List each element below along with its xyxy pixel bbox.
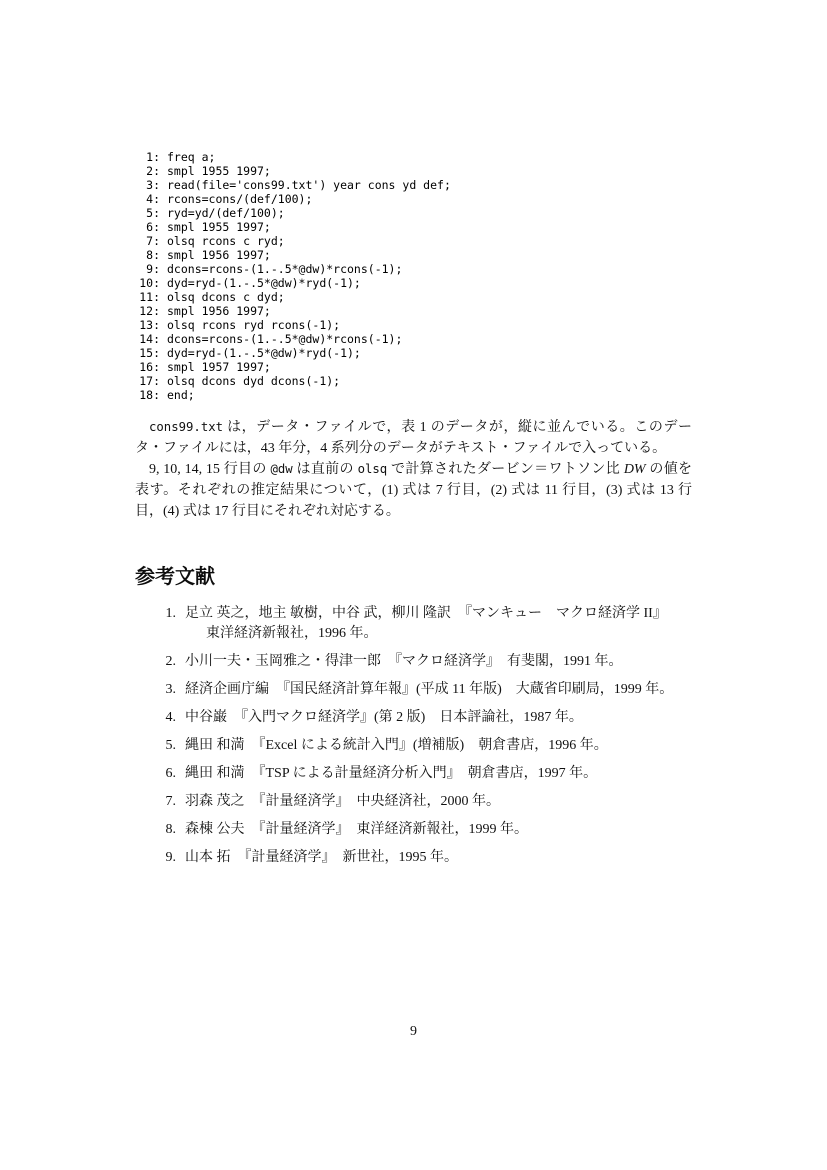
reference-text [185, 680, 692, 700]
reference-text [185, 652, 692, 672]
code-text: olsq rcons c ryd; [167, 234, 285, 248]
reference-text [185, 604, 692, 644]
text-run: 9, 10, 14, 15 行目の [149, 462, 271, 477]
reference-line: 山本 拓 『計量経済学』 新世社，1995 年。 [185, 850, 458, 865]
code-text: dcons=rcons-(1.-.5*@dw)*rcons(-1); [167, 332, 403, 346]
reference-line: 縄田 和満 『Excel による統計入門』(増補版) 朝倉書店，1996 年。 [185, 738, 608, 753]
reference-item [135, 736, 692, 756]
reference-line: 縄田 和満 『TSP による計量経済分析入門』 朝倉書店，1997 年。 [185, 766, 598, 781]
reference-number: 2. [165, 654, 176, 669]
inline-code: cons99.txt [149, 420, 224, 434]
references-list [135, 604, 692, 868]
reference-number: 6. [165, 766, 176, 781]
reference-line: 森棟 公夫 『計量経済学』 東洋経済新報社，1999 年。 [185, 822, 528, 837]
code-line [135, 318, 692, 332]
reference-line: 東洋経済新報社，1996 年。 [206, 626, 378, 641]
code-line [135, 220, 692, 234]
line-number: 6: [146, 220, 160, 234]
code-line [135, 164, 692, 178]
line-number: 11: [139, 290, 160, 304]
code-text: smpl 1956 1997; [167, 248, 271, 262]
reference-text [185, 736, 692, 756]
code-text: dcons=rcons-(1.-.5*@dw)*rcons(-1); [167, 262, 403, 276]
reference-line: 小川一夫・玉岡雅之・得津一郎 『マクロ経済学』 有斐閣，1991 年。 [185, 654, 623, 669]
line-number: 2: [146, 164, 160, 178]
reference-line: 中谷巌 『入門マクロ経済学』(第 2 版) 日本評論社，1987 年。 [185, 710, 583, 725]
code-text: smpl 1955 1997; [167, 164, 271, 178]
reference-line: 経済企画庁編 『国民経済計算年報』(平成 11 年版) 大蔵省印刷局，1999 年。 [185, 682, 674, 697]
reference-item [135, 792, 692, 812]
reference-item [135, 604, 692, 644]
code-line [135, 234, 692, 248]
line-number: 14: [139, 332, 160, 346]
reference-number: 5. [165, 738, 176, 753]
code-line [135, 262, 692, 276]
reference-text [185, 708, 692, 728]
reference-number: 4. [165, 710, 176, 725]
code-text: olsq dcons c dyd; [167, 290, 285, 304]
code-line [135, 290, 692, 304]
reference-number: 9. [165, 850, 176, 865]
reference-number: 1. [165, 606, 176, 621]
reference-text [185, 820, 692, 840]
reference-text [185, 764, 692, 784]
reference-item [135, 652, 692, 672]
line-number: 16: [139, 360, 160, 374]
code-line [135, 304, 692, 318]
line-number: 5: [146, 206, 160, 220]
code-text: dyd=ryd-(1.-.5*@dw)*ryd(-1); [167, 276, 361, 290]
reference-item [135, 708, 692, 728]
reference-text [185, 792, 692, 812]
line-number: 9: [146, 262, 160, 276]
code-text: olsq dcons dyd dcons(-1); [167, 374, 341, 388]
reference-number: 3. [165, 682, 176, 697]
inline-code: olsq [357, 462, 388, 476]
code-line [135, 346, 692, 360]
content-column [135, 150, 692, 876]
code-text: rcons=cons/(def/100); [167, 192, 313, 206]
code-text: smpl 1957 1997; [167, 360, 271, 374]
reference-line: 足立 英之，地主 敏樹，中谷 武，柳川 隆訳 『マンキュー マクロ経済学 II』 [185, 606, 667, 621]
inline-code: @dw [270, 462, 293, 476]
reference-item [135, 820, 692, 840]
reference-text [185, 848, 692, 868]
code-text: smpl 1955 1997; [167, 220, 271, 234]
code-text: ryd=yd/(def/100); [167, 206, 285, 220]
code-text: olsq rcons ryd rcons(-1); [167, 318, 341, 332]
code-text: read(file='cons99.txt') year cons yd def; [167, 178, 451, 192]
text-run: で計算されたダービン＝ワトソン比 [387, 462, 624, 477]
code-line [135, 360, 692, 374]
code-line [135, 150, 692, 164]
text-run: の値を表す。それぞれの推定結果について，(1) 式は 7 行目，(2) 式は 11 行目，(3) 式は 13 行目，(4) 式は 17 行目にそれぞれ対応する。 [135, 462, 693, 519]
reference-line: 羽森 茂之 『計量経済学』 中央経済社，2000 年。 [185, 794, 500, 809]
references-heading: 参考文献 [135, 566, 215, 588]
code-text: smpl 1956 1997; [167, 304, 271, 318]
code-text: end; [167, 388, 195, 402]
code-line [135, 206, 692, 220]
reference-number: 7. [165, 794, 176, 809]
line-number: 13: [139, 318, 160, 332]
code-text: dyd=ryd-(1.-.5*@dw)*ryd(-1); [167, 346, 361, 360]
reference-item [135, 680, 692, 700]
body-paragraph [135, 417, 692, 459]
reference-item [135, 848, 692, 868]
reference-item [135, 764, 692, 784]
line-number: 8: [146, 248, 160, 262]
code-line [135, 332, 692, 346]
code-text: freq a; [167, 150, 216, 164]
line-number: 15: [139, 346, 160, 360]
code-line [135, 178, 692, 192]
code-line [135, 388, 692, 402]
line-number: 17: [139, 374, 160, 388]
line-number: 10: [139, 276, 160, 290]
code-line [135, 276, 692, 290]
text-run: は直前の [292, 462, 358, 477]
code-line [135, 374, 692, 388]
reference-number: 8. [165, 822, 176, 837]
body-paragraph [135, 459, 692, 522]
page-number: 9 [410, 1024, 417, 1039]
line-number: 4: [146, 192, 160, 206]
code-listing [135, 150, 692, 402]
line-number: 1: [146, 150, 160, 164]
line-number: 7: [146, 234, 160, 248]
text-run: は，データ・ファイルで，表 1 のデータが，縦に並んでいる。このデータ・ファイルには，43 年分，4 系列分のデータがテキスト・ファイルで入っている。 [135, 420, 692, 456]
code-line [135, 248, 692, 262]
italic-variable: DW [623, 462, 646, 477]
code-line [135, 192, 692, 206]
line-number: 18: [139, 388, 160, 402]
line-number: 12: [139, 304, 160, 318]
line-number: 3: [146, 178, 160, 192]
